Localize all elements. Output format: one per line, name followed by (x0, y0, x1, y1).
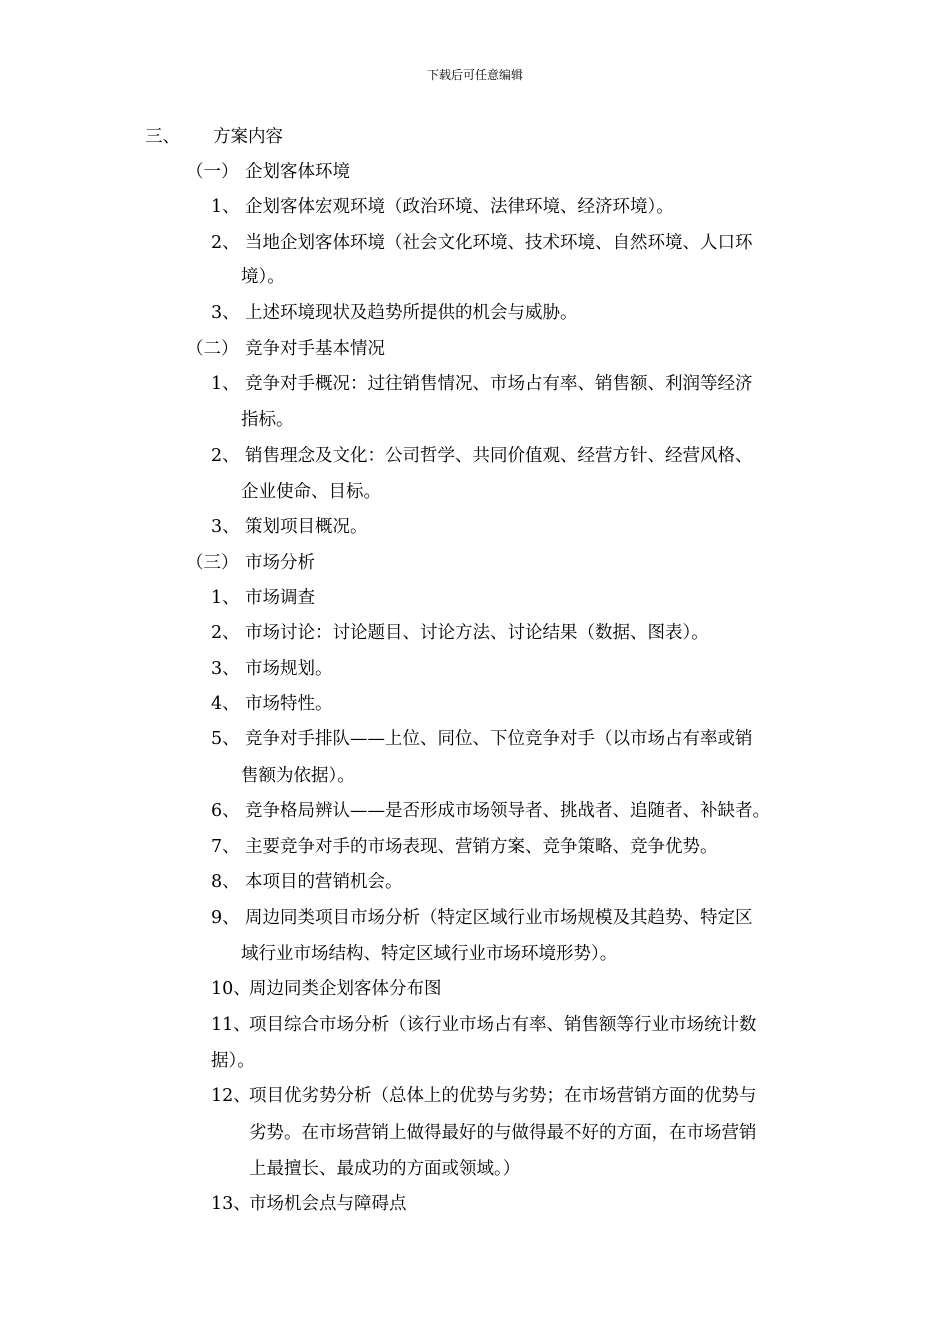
list-number: 8、 (211, 872, 240, 892)
list-text: 竞争对手概况：过往销售情况、市场占有率、销售额、利润等经济 (245, 374, 753, 394)
list-number: 7、 (211, 837, 240, 857)
list-item (211, 907, 753, 929)
list-item (211, 1193, 407, 1215)
list-number: 12、 (211, 1086, 251, 1106)
list-text: 周边同类企划客体分布图 (249, 979, 442, 999)
list-number: 9、 (211, 908, 240, 928)
list-text: 项目综合市场分析（该行业市场占有率、销售额等行业市场统计数 (249, 1015, 757, 1035)
list-item (211, 516, 368, 538)
list-text: 市场特性。 (245, 694, 333, 714)
list-number: 3、 (211, 303, 240, 323)
list-text: 项目优劣势分析（总体上的优势与劣势；在市场营销方面的优势与 (249, 1086, 757, 1106)
list-text: 售额为依据）。 (241, 766, 355, 786)
list-text: 竞争对手基本情况 (245, 339, 385, 359)
list-text: 策划项目概况。 (245, 517, 368, 537)
list-text: 销售理念及文化：公司哲学、共同价值观、经营方针、经营风格、 (245, 446, 753, 466)
list-item-continuation (249, 1158, 520, 1180)
list-text: 当地企划客体环境（社会文化环境、技术环境、自然环境、人口环 (245, 233, 753, 253)
list-number: 2、 (211, 233, 240, 253)
list-text: 周边同类项目市场分析（特定区域行业市场规模及其趋势、特定区 (245, 908, 753, 928)
list-number: 3、 (211, 659, 240, 679)
list-text: 市场机会点与障碍点 (249, 1194, 407, 1214)
list-text: 市场规划。 (245, 659, 333, 679)
list-text: 主要竞争对手的市场表现、营销方案、竞争策略、竞争优势。 (245, 837, 718, 857)
list-item (211, 196, 674, 218)
list-text: 本项目的营销机会。 (245, 872, 403, 892)
list-item-continuation (241, 943, 617, 965)
list-item (186, 338, 385, 360)
list-text: 指标。 (241, 410, 294, 430)
list-number: 1、 (211, 588, 240, 608)
list-number: 1、 (211, 197, 240, 217)
list-item-continuation (241, 765, 355, 787)
list-text: 市场调查 (245, 588, 315, 608)
section-heading (145, 126, 283, 148)
list-item (211, 836, 718, 858)
list-item (211, 658, 333, 680)
list-item-continuation (241, 409, 294, 431)
list-item (211, 302, 578, 324)
list-item (211, 800, 770, 822)
list-text: 企业使命、目标。 (241, 482, 381, 502)
list-item (211, 978, 442, 1000)
list-number: 2、 (211, 446, 240, 466)
list-item (211, 373, 753, 395)
list-text: 据）。 (211, 1051, 255, 1071)
page-header: 下载后可任意编辑 (426, 68, 523, 82)
list-number: （三） (186, 553, 239, 573)
list-item (211, 693, 333, 715)
list-number: 2、 (211, 623, 240, 643)
list-item (211, 232, 753, 254)
list-number: 3、 (211, 517, 240, 537)
list-number: 11、 (211, 1015, 251, 1035)
list-number: （二） (186, 339, 239, 359)
section-title: 方案内容 (213, 127, 283, 147)
list-text: 市场讨论：讨论题目、讨论方法、讨论结果（数据、图表）。 (245, 623, 709, 643)
list-item (186, 552, 315, 574)
list-item (211, 445, 753, 467)
list-text: 竞争格局辨认——是否形成市场领导者、挑战者、追随者、补缺者。 (245, 801, 770, 821)
list-number: 10、 (211, 979, 251, 999)
list-text: 域行业市场结构、特定区域行业市场环境形势）。 (241, 944, 618, 964)
list-item (211, 871, 403, 893)
section-number: 三、 (145, 127, 180, 147)
list-text: 劣势。在市场营销上做得最好的与做得最不好的方面，在市场营销 (249, 1123, 757, 1143)
list-number: 4、 (211, 694, 240, 714)
list-number: 5、 (211, 729, 240, 749)
list-item-continuation (241, 266, 285, 288)
list-item (211, 1085, 757, 1107)
list-item (211, 587, 315, 609)
list-text: 市场分析 (245, 553, 315, 573)
list-number: （一） (186, 162, 239, 182)
list-text: 上述环境现状及趋势所提供的机会与威胁。 (245, 303, 578, 323)
list-text: 企划客体环境 (245, 162, 350, 182)
list-text: 境）。 (241, 267, 285, 287)
list-text: 竞争对手排队——上位、同位、下位竞争对手（以市场占有率或销 (245, 729, 753, 749)
list-text: 企划客体宏观环境（政治环境、法律环境、经济环境）。 (245, 197, 674, 217)
list-item (211, 1014, 757, 1036)
list-number: 1、 (211, 374, 240, 394)
list-item (211, 622, 709, 644)
list-item-continuation (249, 1122, 757, 1144)
list-item-continuation (211, 1050, 255, 1072)
list-item-continuation (241, 481, 381, 503)
list-item (186, 161, 350, 183)
list-text: 上最擅长、最成功的方面或领域。） (249, 1159, 521, 1179)
list-number: 6、 (211, 801, 240, 821)
list-number: 13、 (211, 1194, 251, 1214)
list-item (211, 728, 753, 750)
